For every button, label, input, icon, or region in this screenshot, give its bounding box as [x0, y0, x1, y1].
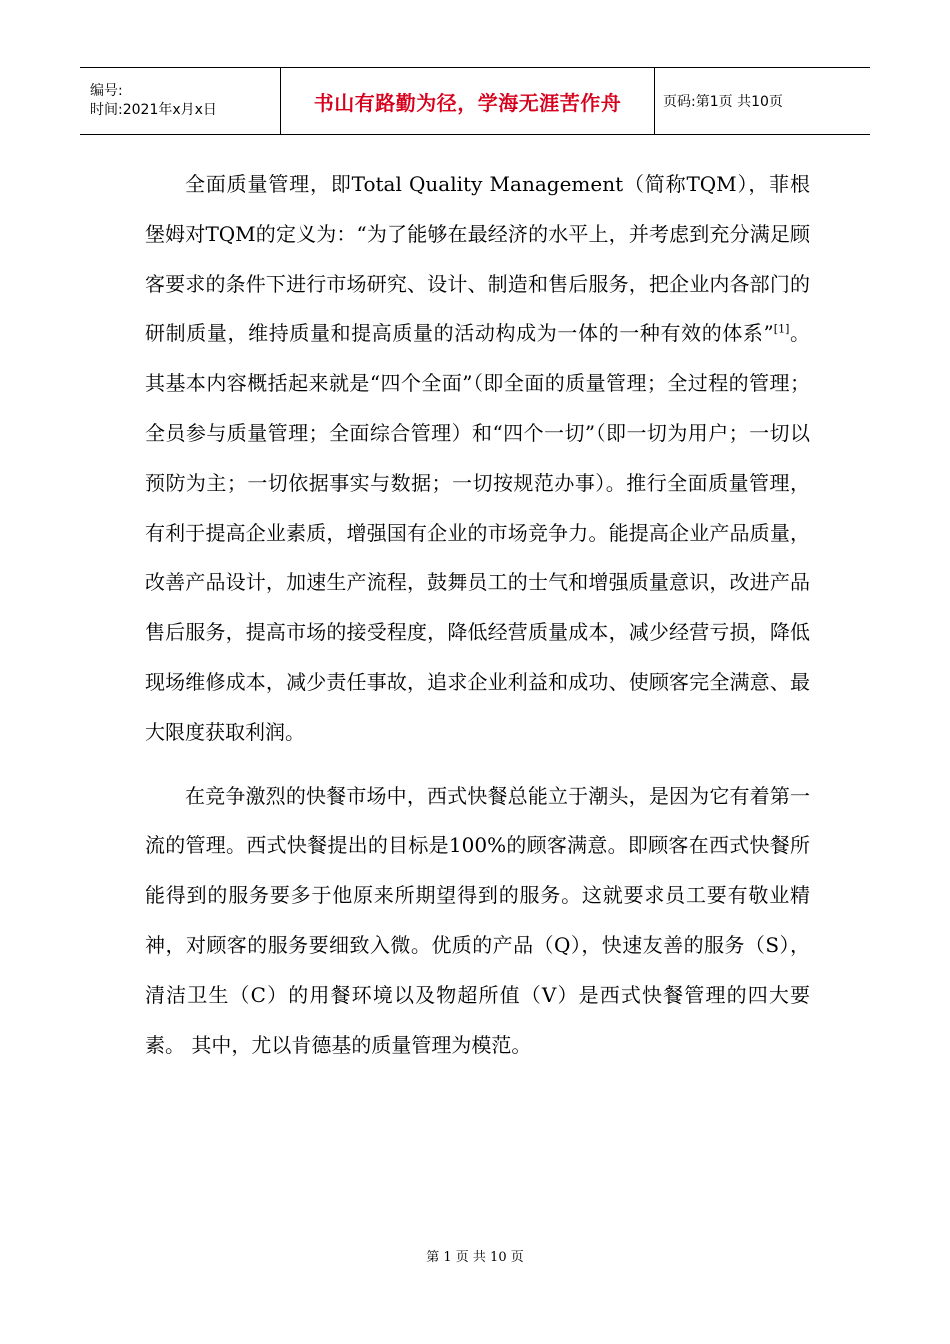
header-motto: 书山有路勤为径，学海无涯苦作舟	[281, 68, 655, 134]
paragraph-fast-food: 在竞争激烈的快餐市场中，西式快餐总能立于潮头，是因为它有着第一流的管理。西式快餐提出的目标是100%的顾客满意。即顾客在西式快餐所能得到的服务要多于他原来所期望得到的服务。这就要求员工要有敬业精神，对顾客的服务要细致入微。优质的产品（Q），快速友善的服务（S），清洁卫生（C）的用餐环境以及物超所值（V）是西式快餐管理的四大要素。 其中，尤以肯德基的质量管理为模范。	[145, 783, 810, 1057]
citation-reference[interactable]: [1]	[773, 322, 790, 336]
document-date: 时间:2021年x月x日	[90, 102, 217, 118]
header-meta	[80, 68, 281, 134]
paragraph-tqm-definition	[145, 160, 810, 758]
paragraph-text: 全面质量管理，即Total Quality Management（简称TQM），菲根堡姆对TQM的定义为：“为了能够在最经济的水平上，并考虑到充分满足顾客要求的条件下进行市场研究、设计、制造和售后服务，把企业内各部门的研制质量，维持质量和提高质量的活动构成为一体的一种有效的体系”	[145, 172, 810, 346]
header-page-info: 页码:第1页 共10页	[663, 94, 783, 110]
document-number-label: 编号:	[90, 83, 123, 99]
page-footer: 第 1 页 共 10 页	[426, 1250, 524, 1265]
document-body	[145, 160, 810, 1070]
document-header	[80, 67, 870, 135]
paragraph-text: 。其基本内容概括起来就是“四个全面”（即全面的质量管理；全过程的管理；全员参与质量管理；全面综合管理）和“四个一切”（即一切为用户；一切以预防为主；一切依据事实与数据；一切按规范办事）。推行全面质量管理，有利于提高企业素质，增强国有企业的市场竞争力。能提高企业产品质量，改善产品设计，加速生产流程，鼓舞员工的士气和增强质量意识，改进产品售后服务，提高市场的接受程度，降低经营质量成本，减少经营亏损，降低现场维修成本，减少责任事故，追求企业利益和成功、使顾客完全满意、最大限度获取利润。	[145, 321, 810, 744]
